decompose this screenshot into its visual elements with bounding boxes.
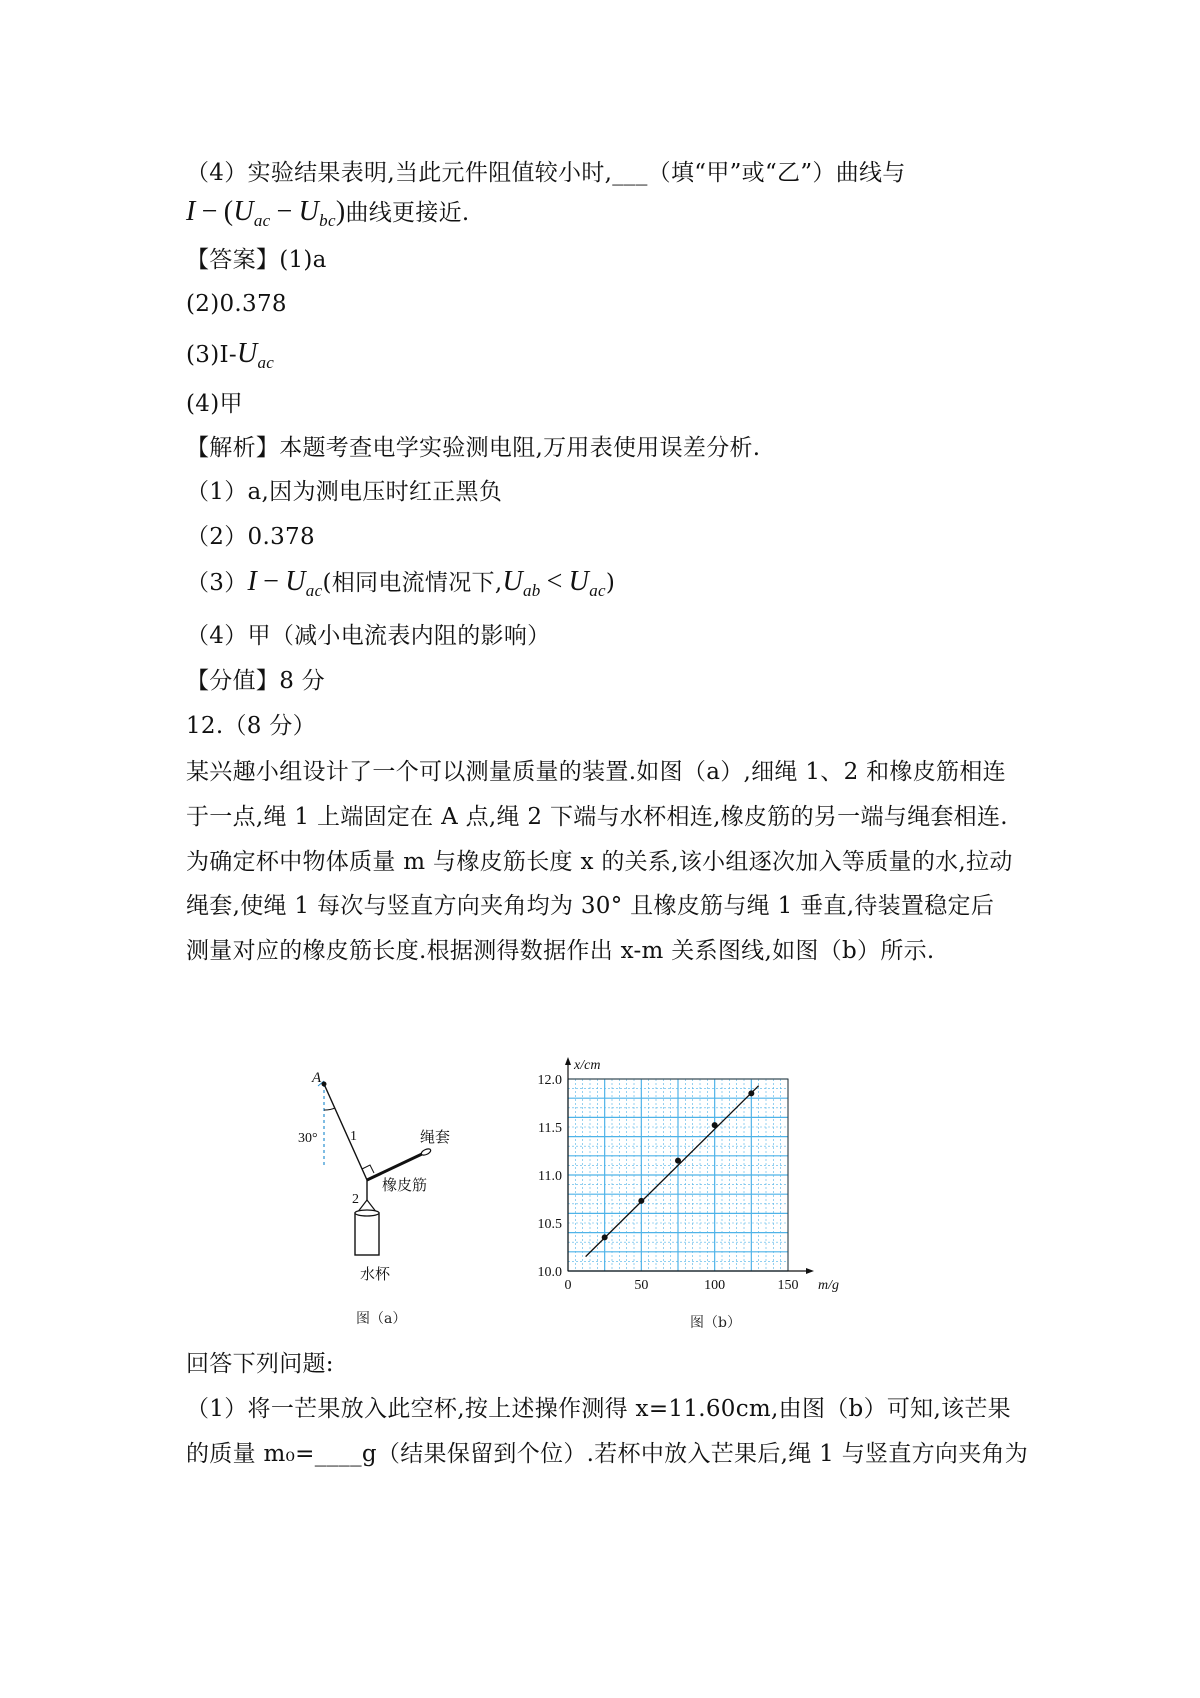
q12-body-line: 绳套,使绳 1 每次与竖直方向夹角均为 30° 且橡皮筋与绳 1 垂直,待装置稳定后 bbox=[186, 893, 995, 919]
q12-header: 12.（8 分） bbox=[186, 713, 316, 739]
x-tick-label: 0 bbox=[564, 1278, 572, 1293]
rubber-band bbox=[367, 1154, 422, 1180]
y-tick-label: 11.5 bbox=[538, 1121, 562, 1136]
data-point bbox=[602, 1234, 608, 1240]
figure-b-caption: 图（b） bbox=[690, 1315, 741, 1331]
rope-loop-label: 绳套 bbox=[420, 1130, 451, 1146]
q4-line2 bbox=[186, 196, 470, 237]
analysis-4: （4）甲（减小电流表内阻的影响） bbox=[186, 623, 551, 649]
figure-b-chart bbox=[500, 1055, 839, 1310]
analysis-header: 【解析】本题考查电学实验测电阻,万用表使用误差分析. bbox=[186, 435, 761, 461]
figure-a-caption: 图（a） bbox=[356, 1311, 407, 1327]
angle-arc bbox=[324, 1108, 335, 1110]
water-cup bbox=[355, 1213, 379, 1255]
q12-body-line: 于一点,绳 1 上端固定在 A 点,绳 2 下端与水杯相连,橡皮筋的另一端与绳套相连. bbox=[186, 804, 1008, 830]
rope-1-label: 1 bbox=[350, 1129, 357, 1144]
answer-header: 【答案】(1)a bbox=[186, 247, 327, 273]
q12-body-line: 测量对应的橡皮筋长度.根据测得数据作出 x-m 关系图线,如图（b）所示. bbox=[186, 938, 935, 964]
analysis-2: （2）0.378 bbox=[186, 524, 315, 550]
y-axis-arrow bbox=[565, 1057, 571, 1065]
q4-line1: （4）实验结果表明,当此元件阻值较小时,___（填“甲”或“乙”）曲线与 bbox=[186, 160, 906, 186]
answer-3: $(3)I-U_{ac}$ bbox=[186, 338, 275, 372]
y-tick-label: 10.0 bbox=[537, 1265, 562, 1280]
answer-2: (2)0.378 bbox=[186, 291, 287, 317]
figure-a bbox=[300, 1070, 470, 1290]
analysis-3: $(3)I - U_{ac}$(相同电流情况下$,U_{ab} < U_{ac}$) bbox=[186, 566, 616, 600]
answer-prompt: 回答下列问题: bbox=[186, 1351, 334, 1377]
q12-body-line: 为确定杯中物体质量 m 与橡皮筋长度 x 的关系,该小组逐次加入等质量的水,拉动 bbox=[186, 849, 1013, 875]
q12-part1-line: （1）将一芒果放入此空杯,按上述操作测得 x=11.60cm,由图（b）可知,该芒果 bbox=[186, 1396, 1011, 1422]
data-point bbox=[712, 1122, 718, 1128]
angle-label: 30° bbox=[298, 1131, 318, 1146]
analysis-1: （1）a,因为测电压时红正黑负 bbox=[186, 479, 503, 505]
rope-1 bbox=[324, 1084, 367, 1180]
q12-part1-line: 的质量 m₀=____g（结果保留到个位）.若杯中放入芒果后,绳 1 与竖直方向夹角为 bbox=[186, 1441, 1029, 1467]
q4-formula: $I - (U_{ac} - U_{bc})$ bbox=[186, 196, 346, 230]
x-axis-label: m/g bbox=[818, 1278, 839, 1293]
data-point bbox=[638, 1198, 644, 1204]
q4-line2-text: 曲线更接近. bbox=[345, 200, 470, 226]
y-tick-label: 10.5 bbox=[537, 1217, 562, 1232]
q12-body-line: 某兴趣小组设计了一个可以测量质量的装置.如图（a）,细绳 1、2 和橡皮筋相连 bbox=[186, 759, 1006, 785]
answer-4: (4)甲 bbox=[186, 391, 243, 417]
x-tick-label: 50 bbox=[634, 1278, 649, 1293]
rope-2-label: 2 bbox=[352, 1192, 359, 1207]
x-axis-arrow bbox=[806, 1268, 814, 1274]
cup-label: 水杯 bbox=[360, 1267, 391, 1283]
x-tick-label: 100 bbox=[704, 1278, 726, 1293]
rubber-band-label: 橡皮筋 bbox=[382, 1178, 428, 1194]
score: 【分值】8 分 bbox=[186, 668, 326, 694]
x-tick-label: 150 bbox=[777, 1278, 799, 1293]
point-a-label: A bbox=[312, 1070, 322, 1086]
y-tick-label: 12.0 bbox=[537, 1073, 562, 1088]
data-point bbox=[675, 1158, 681, 1164]
cup-rim bbox=[355, 1210, 379, 1216]
fit-line bbox=[586, 1086, 759, 1257]
rope-loop bbox=[420, 1148, 431, 1157]
y-axis-label: x/cm bbox=[574, 1058, 601, 1073]
data-point bbox=[748, 1090, 754, 1096]
y-tick-label: 11.0 bbox=[538, 1169, 562, 1184]
